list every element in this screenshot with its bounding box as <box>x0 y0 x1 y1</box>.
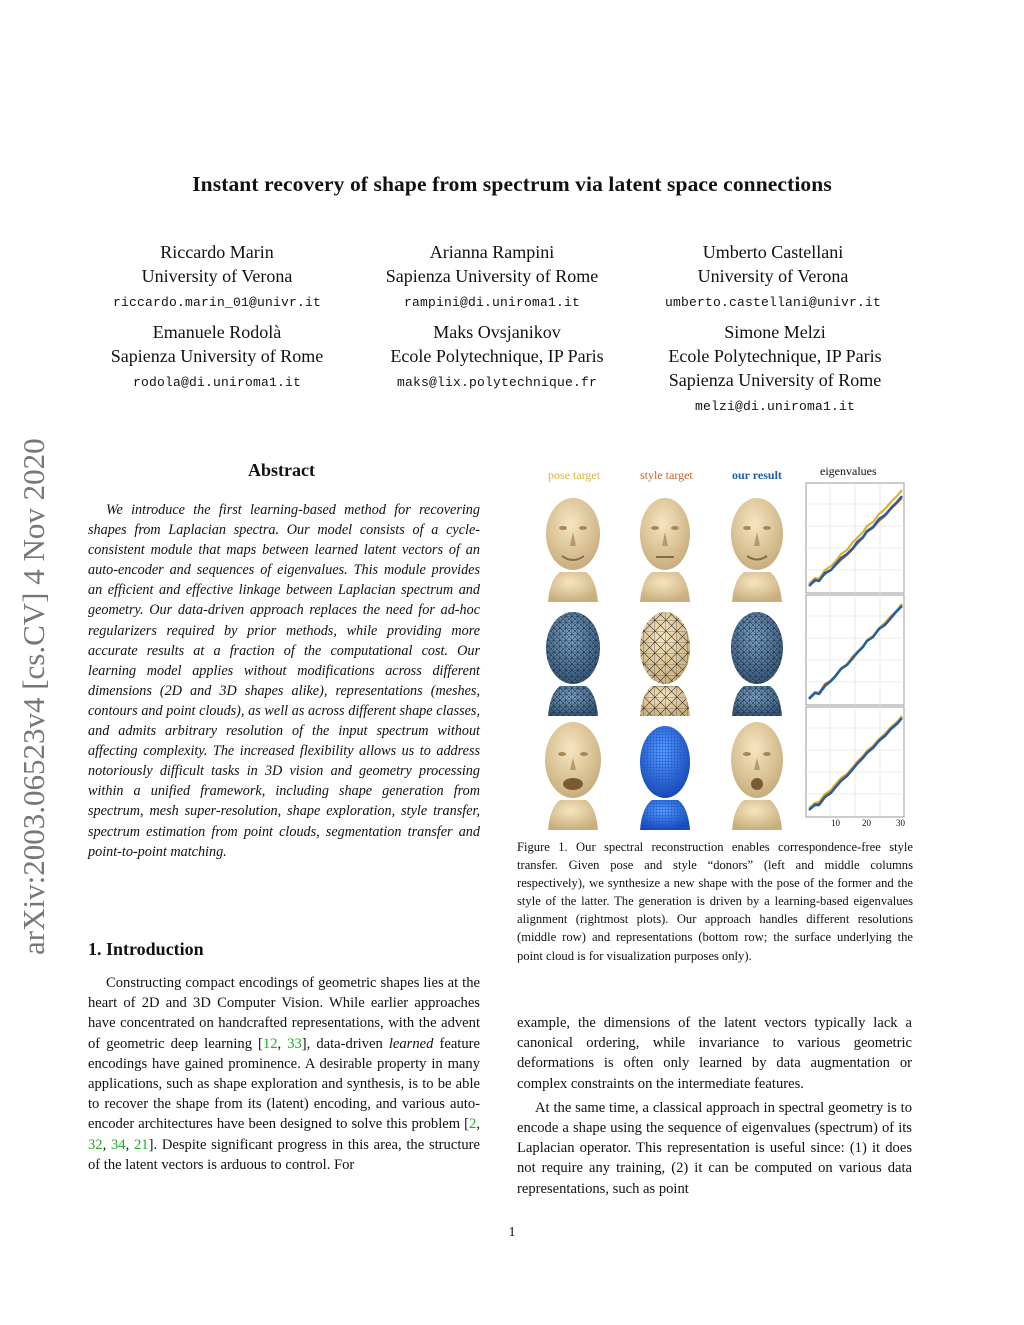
body-paragraph: At the same time, a classical approach in spectral geometry is to encode a shape using the sequence of eigenvalues (spectrum) of its Laplacian operator. This representation is useful since: (1) it does not require any training, (2) it can be computed on various data representations, such as point <box>517 1099 912 1197</box>
author-affiliation: Ecole Polytechnique, IP Paris <box>668 346 882 366</box>
author-name: Maks Ovsjanikov <box>433 322 561 342</box>
author-email[interactable]: umberto.castellani@univr.it <box>664 295 882 310</box>
paper-title: Instant recovery of shape from spectrum via latent space connections <box>192 172 832 196</box>
author-affiliation: Sapienza University of Rome <box>385 266 599 286</box>
author-block <box>643 240 903 315</box>
author-affiliation: Sapienza University of Rome <box>110 346 324 366</box>
eigenvalues-label: eigenvalues <box>820 464 877 478</box>
citation-link[interactable]: 34 <box>111 1136 126 1153</box>
author-email[interactable]: rampini@di.uniroma1.it <box>403 295 581 310</box>
citation-link[interactable]: 2 <box>469 1116 477 1133</box>
author-email[interactable]: rodola@di.uniroma1.it <box>132 375 302 390</box>
x-tick-label: 30 <box>896 818 905 828</box>
figure-1 <box>520 462 915 832</box>
intro-paragraph: Constructing compact encodings of geometric shapes lies at the heart of 2D and 3D Computer Vision. While earlier approaches have concentrated on handcrafted representations, with the advent of geometric deep learning [12, 33], data-driven learned feature encodings have gained prominence. A desirable property in many applications, such as shape exploration and synthesis, is to be able to recover the shape from its (latent) encoding, and various auto-encoder architectures have been designed to solve this problem [2, 32, 34, 21]. Despite significant progress in this area, the structure of the latent vectors is arduous to control. For <box>88 975 481 1173</box>
head-result-row1 <box>714 484 800 602</box>
abstract-text: We introduce the first learning-based method for recovering shapes from Laplacian spectra. Our model consists of a cycle-consistent module that maps between learned latent vectors of an auto-encoder and sequences of eigenvalues. This module provides an efficient and effective linkage between Laplacian spectrum and geometry. Our data-driven approach replaces the need for ad-hoc regularizers required by prior methods, while providing more accurate results at a fraction of the computational cost. Our learning model applies without modifications across different dimensions (2D and 3D shapes alike), representations (meshes, contours and point clouds), as well as across different shape classes, and admits arbitrary resolution of the input spectrum without affecting complexity. The increased flexibility allows us to address notoriously difficult tasks in 3D vision and geometry processing within a unified framework, including shape generation from spectrum, mesh super-resolution, shape exploration, style transfer, spectrum estimation from point clouds, segmentation transfer and point-to-point matching. <box>88 502 480 860</box>
x-tick-label: 20 <box>862 818 871 828</box>
author-name: Riccardo Marin <box>160 242 274 262</box>
right-column-text <box>517 1013 912 1203</box>
citation-link[interactable]: 32 <box>88 1136 103 1153</box>
author-email[interactable]: maks@lix.polytechnique.fr <box>396 375 598 390</box>
author-name: Emanuele Rodolà <box>152 322 282 342</box>
style-target-label: style target <box>640 468 693 482</box>
author-block <box>362 240 622 315</box>
author-email[interactable]: melzi@di.uniroma1.it <box>694 399 856 414</box>
pointcloud-head-style-row3 <box>622 712 708 830</box>
eigenvalue-plot-row3 <box>805 706 905 818</box>
citation-link[interactable]: 12 <box>262 1035 278 1052</box>
author-affiliation: Ecole Polytechnique, IP Paris <box>390 346 604 366</box>
page-number: 1 <box>508 1225 516 1240</box>
pose-target-label: pose target <box>548 468 601 482</box>
mesh-head-style-row2 <box>622 598 708 716</box>
author-block <box>645 320 905 419</box>
section-heading-introduction: 1. Introduction <box>88 939 204 959</box>
citation-link[interactable]: 33 <box>287 1035 302 1052</box>
figure-caption: Figure 1. Our spectral reconstruction enables correspondence-free style transfer. Given pose and style “donors” (left and middle columns respectively), we synthesize a new shape with the pose of the former and the style of the latter. The generation is driven by a learning-based eigenvalues alignment (rightmost plots). Our approach handles different resolutions (middle row) and representations (bottom row; the surface underlying the point cloud is for visualization purposes only). <box>517 840 913 963</box>
eigenvalue-plot-row1 <box>805 482 905 594</box>
head-pose-row1 <box>530 484 616 602</box>
mesh-head-result-row2 <box>714 598 800 716</box>
abstract-heading: Abstract <box>248 460 315 480</box>
eigenvalue-plot-row2 <box>805 594 905 706</box>
author-block <box>87 240 347 315</box>
author-block <box>87 320 347 395</box>
head-result-row3 <box>714 712 800 830</box>
author-name: Simone Melzi <box>724 322 826 342</box>
author-name: Umberto Castellani <box>702 242 844 262</box>
arxiv-stamp <box>12 350 56 960</box>
body-paragraph: example, the dimensions of the latent vectors typically lack a canonical ordering, while invariance to various geometric deformations is often only learned by data augmentation or complex constraints on the intermediate features. <box>517 1015 912 1092</box>
citation-link[interactable]: 21 <box>134 1136 149 1153</box>
author-email[interactable]: riccardo.marin_01@univr.it <box>112 295 322 310</box>
author-affiliation: University of Verona <box>141 266 293 286</box>
our-result-label: our result <box>732 468 782 482</box>
head-pose-row3 <box>530 712 616 830</box>
author-block <box>367 320 627 395</box>
arxiv-stamp-text: arXiv:2003.06523v4 [cs.CV] 4 Nov 2020 <box>16 438 51 955</box>
mesh-head-pose-row2 <box>530 598 616 716</box>
author-affiliation-secondary: Sapienza University of Rome <box>668 370 882 390</box>
author-affiliation: University of Verona <box>697 266 849 286</box>
author-name: Arianna Rampini <box>429 242 555 262</box>
head-style-row1 <box>622 484 708 602</box>
x-tick-label: 10 <box>831 818 840 828</box>
